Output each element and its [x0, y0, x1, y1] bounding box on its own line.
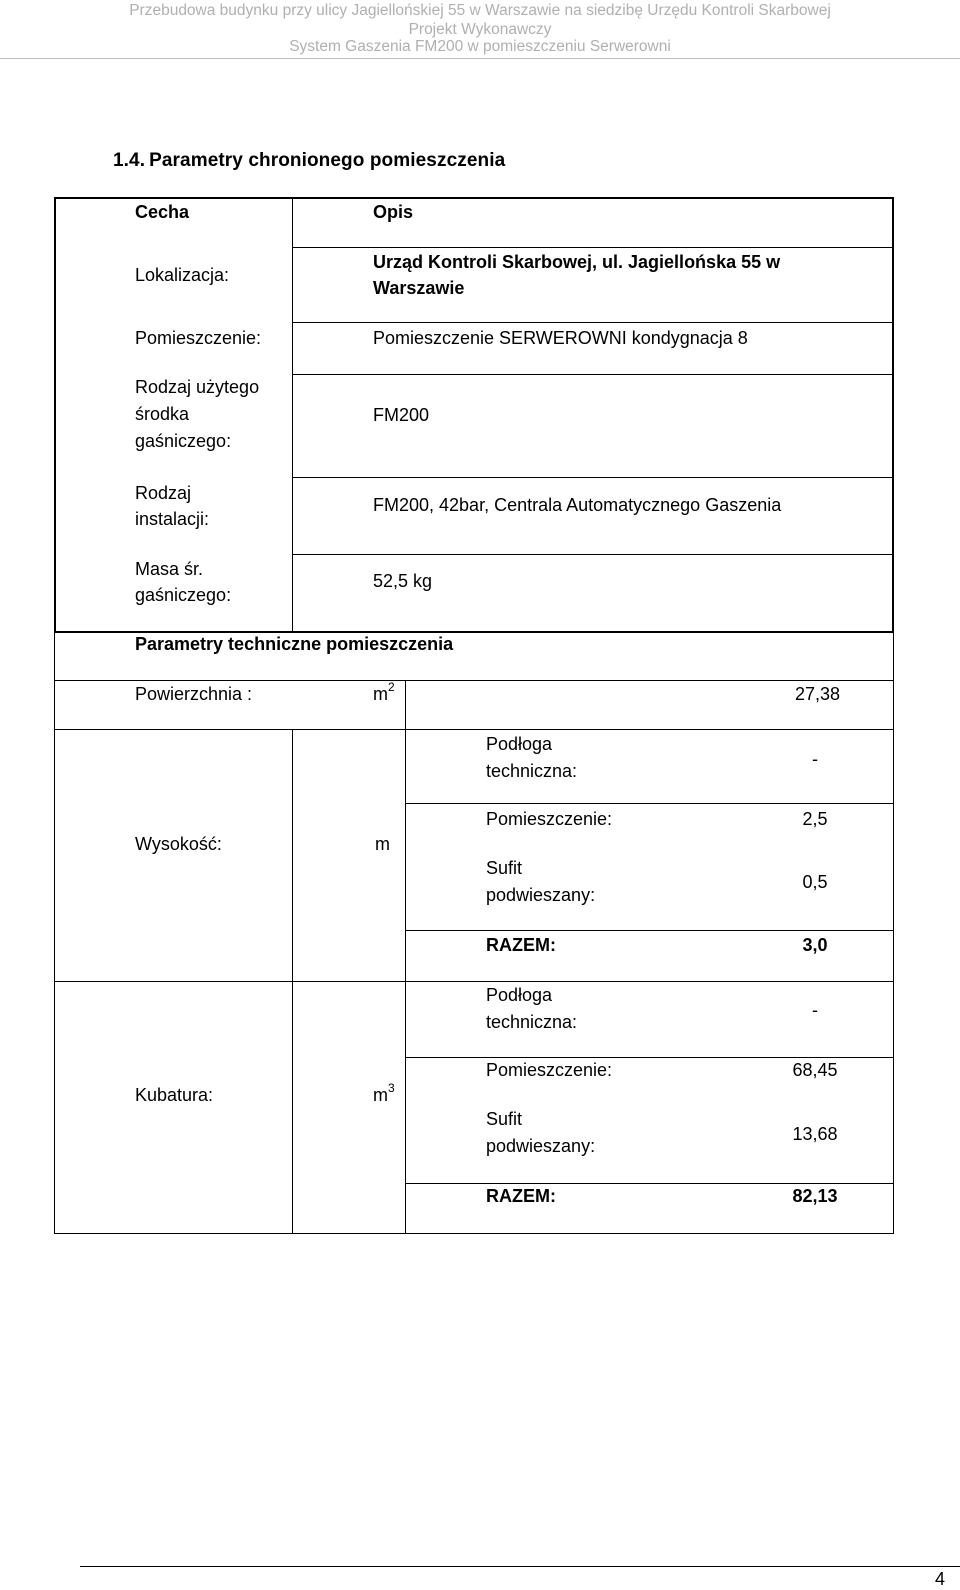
column-header-feature: Cecha: [135, 202, 190, 222]
row-value-installation-type: FM200, 42bar, Centrala Automatycznego Gaszenia: [373, 495, 782, 515]
header-rule: [0, 58, 960, 59]
table1-left-border: [54, 197, 56, 632]
header-line-project: Przebudowa budynku przy ulicy Jagiellońskiej 55 w Warszawie na siedzibę Urzędu Kontroli Skarbowej: [129, 2, 831, 19]
table1-row-divider: [292, 247, 893, 248]
row-label-agent-type: gaśniczego:: [135, 431, 232, 451]
section-number: 1.4.: [113, 150, 146, 171]
volume-ceiling-value: 13,68: [792, 1124, 838, 1144]
volume-room-value: 68,45: [792, 1060, 838, 1080]
area-label: Powierzchnia :: [135, 684, 253, 704]
volume-unit-base: m: [373, 1085, 388, 1105]
row-label-agent-type: Rodzaj użytego: [135, 377, 260, 397]
volume-unit: [373, 1082, 395, 1108]
table1-row-divider: [292, 374, 893, 375]
volume-total-label: RAZEM:: [486, 1186, 556, 1206]
volume-unit-exponent: 3: [388, 1081, 395, 1095]
row-label-installation-type: instalacji:: [135, 509, 210, 529]
area-unit-base: m: [373, 684, 388, 704]
table2-subrow-divider: [405, 803, 894, 804]
area-unit: [373, 681, 395, 707]
table2-row-divider: [54, 981, 894, 982]
volume-ceiling-label: Sufit: [486, 1109, 523, 1129]
area-value: 27,38: [794, 684, 840, 704]
height-floor-label: techniczna:: [486, 761, 578, 781]
page-number: 4: [934, 1569, 945, 1589]
row-value-agent-mass: 52,5 kg: [373, 571, 433, 591]
section-title: [113, 150, 505, 172]
table2-left-border: [54, 631, 55, 1234]
height-floor-label: Podłoga: [486, 734, 553, 754]
row-value-room: Pomieszczenie SERWEROWNI kondygnacja 8: [373, 328, 748, 348]
table2-title: Parametry techniczne pomieszczenia: [135, 634, 454, 654]
row-label-location: Lokalizacja:: [135, 265, 230, 285]
table2-row-divider: [54, 729, 894, 730]
volume-label: Kubatura:: [135, 1085, 214, 1105]
volume-ceiling-label: podwieszany:: [486, 1136, 596, 1156]
row-label-agent-mass: Masa śr.: [135, 559, 204, 579]
volume-floor-value: -: [812, 1000, 818, 1020]
height-total-value: 3,0: [802, 935, 828, 955]
height-floor-value: -: [812, 749, 818, 769]
header-line-system: System Gaszenia FM200 w pomieszczeniu Serwerowni: [289, 38, 671, 55]
height-ceiling-label: podwieszany:: [486, 885, 596, 905]
row-value-location: Warszawie: [373, 278, 465, 298]
row-value-location: Urząd Kontroli Skarbowej, ul. Jagiellońska 55 w: [373, 252, 781, 272]
height-label: Wysokość:: [135, 834, 222, 854]
height-room-value: 2,5: [802, 809, 828, 829]
table1-row-divider: [292, 322, 893, 323]
table2-bottom-border: [54, 1233, 894, 1234]
row-label-agent-mass: gaśniczego:: [135, 585, 232, 605]
table1-col-divider: [292, 197, 293, 632]
row-label-room: Pomieszczenie:: [135, 328, 262, 348]
height-ceiling-label: Sufit: [486, 858, 523, 878]
volume-floor-label: techniczna:: [486, 1012, 578, 1032]
height-total-label: RAZEM:: [486, 935, 556, 955]
table1-right-border: [892, 197, 894, 632]
height-room-label: Pomieszczenie:: [486, 809, 613, 829]
volume-room-label: Pomieszczenie:: [486, 1060, 613, 1080]
header-line-phase: Projekt Wykonawczy: [408, 21, 552, 38]
volume-floor-label: Podłoga: [486, 985, 553, 1005]
row-label-installation-type: Rodzaj: [135, 483, 192, 503]
table2-col-divider: [292, 729, 293, 1233]
footer-rule: [80, 1566, 960, 1567]
height-ceiling-value: 0,5: [802, 872, 828, 892]
volume-total-value: 82,13: [792, 1186, 838, 1206]
column-header-description: Opis: [373, 202, 414, 222]
row-value-agent-type: FM200: [373, 405, 430, 425]
table2-right-border: [893, 631, 894, 1234]
area-unit-exponent: 2: [388, 680, 395, 694]
table1-row-divider: [292, 477, 893, 478]
table2-subrow-divider: [405, 930, 894, 931]
table2-col-divider: [405, 680, 406, 1233]
section-title-text: Parametry chronionego pomieszczenia: [149, 150, 506, 171]
row-label-agent-type: środka: [135, 404, 190, 424]
height-unit: m: [375, 834, 390, 854]
table1-row-divider: [292, 554, 893, 555]
